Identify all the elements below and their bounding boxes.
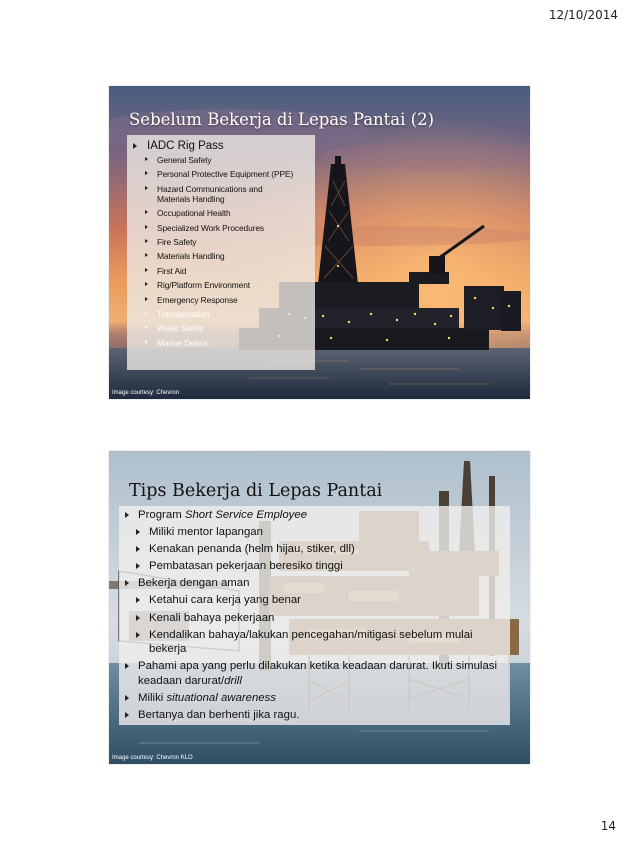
emphasis-text: Short Service Employee [184, 509, 308, 521]
list-item: Materials Handling [131, 251, 317, 261]
image-credit: Image courtesy: Chevron KLO [112, 755, 193, 761]
list-item: Occupational Health [131, 208, 317, 218]
list-item-continuation: Materials Handling [157, 193, 225, 204]
slide-offshore-rig-sunset [109, 86, 530, 399]
list-item: Bertanya dan berhenti jika ragu. [123, 708, 513, 723]
list-item-text: Pahami apa yang perlu dilakukan ketika keadaan darurat. Ikuti simulasi keadaan darurat/ [138, 660, 498, 687]
list-item: Water Safety [131, 323, 317, 333]
list-item: Marine Debris. [131, 338, 317, 348]
sub-list-item: Kenakan penanda (helm hijau, stiker, dll) [123, 542, 513, 557]
image-credit: Image courtesy: Chevron [112, 390, 180, 396]
list-item: Fire Safety [131, 237, 317, 247]
list-item: Emergency Response [131, 295, 317, 305]
list-heading-rig-pass: IADC Rig Pass [131, 137, 317, 155]
list-item-program [123, 508, 513, 523]
list-item: Bekerja dengan aman [123, 576, 513, 591]
rig-pass-list [131, 137, 317, 352]
list-item: Transportation [131, 309, 317, 319]
slide-title: Sebelum Bekerja di Lepas Pantai (2) [129, 110, 435, 129]
list-item: Specialized Work Procedures [131, 223, 317, 233]
sub-list-item: Kendalikan bahaya/lakukan pencegahan/mitigasi sebelum mulai bekerja [123, 628, 479, 657]
page-number: 14 [600, 819, 616, 833]
list-item-awareness [123, 691, 513, 706]
sub-list-item: Miliki mentor lapangan [123, 525, 513, 540]
emphasis-text: situational awareness [166, 691, 277, 704]
sub-list-item: Pembatasan pekerjaan beresiko tinggi [123, 559, 513, 574]
tips-list [123, 508, 513, 725]
sub-list-item: Ketahui cara kerja yang benar [123, 593, 513, 608]
sub-list-item: Kenali bahaya pekerjaan [123, 611, 513, 626]
list-item: General Safety [131, 155, 317, 165]
list-item: Rig/Platform Environment [131, 280, 317, 290]
list-item: Hazard Communications and [131, 184, 317, 194]
list-item: Personal Protective Equipment (PPE) [131, 169, 317, 179]
list-item: First Aid [131, 266, 317, 276]
list-item-text: Miliki [138, 691, 167, 704]
slide-offshore-platform-day [109, 451, 530, 764]
list-item-emergency [123, 659, 513, 688]
emphasis-text: drill [224, 674, 242, 687]
page-date: 12/10/2014 [548, 8, 618, 22]
list-item-text: Program [138, 509, 185, 521]
slide-title: Tips Bekerja di Lepas Pantai [129, 481, 383, 501]
